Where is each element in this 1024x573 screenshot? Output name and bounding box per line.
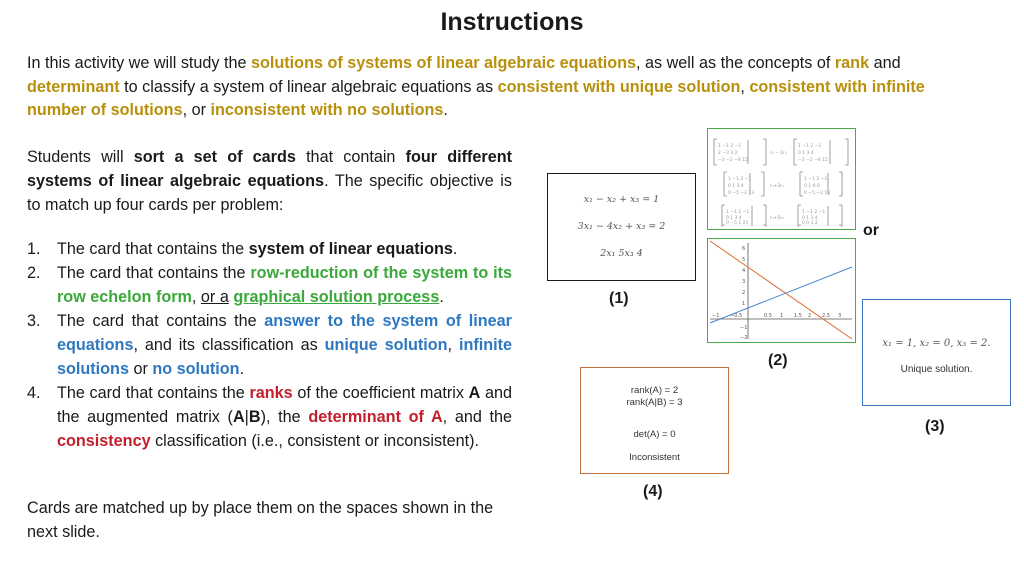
svg-text:1.5: 1.5 <box>794 313 802 319</box>
rank-a: rank(A) = 2 <box>630 385 679 396</box>
list-text: The card that contains the <box>57 264 251 282</box>
svg-text:0.5: 0.5 <box>764 313 772 319</box>
list-text: , <box>191 288 201 306</box>
svg-text:−1: −1 <box>712 313 720 319</box>
card-2-row-reduction[interactable] <box>707 128 856 230</box>
list-red: consistency <box>57 432 151 450</box>
intro-text: , as well as the concepts of <box>636 54 835 72</box>
svg-text:2: 2 <box>808 313 812 319</box>
list-text: of the coefficient matrix <box>292 384 469 402</box>
intro-text: . <box>443 101 448 119</box>
determinant: det(A) = 0 <box>633 429 676 440</box>
list-green: row-reduction of the system to its row echelon form <box>57 264 512 306</box>
svg-text:0 1 3 4: 0 1 3 4 <box>728 184 744 189</box>
card-2-graph[interactable] <box>707 238 856 343</box>
or-label: or <box>863 222 879 239</box>
students-text: that contain <box>295 148 406 166</box>
svg-text:4: 4 <box>742 268 746 274</box>
list-item <box>27 237 512 261</box>
list-bold: system of linear equations <box>248 240 453 258</box>
svg-text:3: 3 <box>742 279 746 285</box>
svg-text:3: 3 <box>838 313 842 319</box>
svg-text:0 −5 −2 13: 0 −5 −2 13 <box>804 191 831 196</box>
students-text: . The specific objective is to match up four cards per problem: <box>27 172 512 214</box>
svg-text:0 1 0 0: 0 1 0 0 <box>804 184 820 189</box>
svg-text:0 0 1 2: 0 0 1 2 <box>802 221 818 226</box>
svg-text:6: 6 <box>742 246 746 252</box>
intro-text: In this activity we will study the <box>27 54 252 72</box>
students-bold: sort a set of cards <box>133 148 296 166</box>
list-text: ), the <box>260 408 309 426</box>
list-text: or <box>128 360 153 378</box>
list-text: The card that contains the <box>57 384 250 402</box>
list-text: , <box>447 336 459 354</box>
svg-text:0 1 3 4: 0 1 3 4 <box>726 216 742 221</box>
intro-text: and <box>869 54 901 72</box>
list-text: . <box>439 288 444 306</box>
highlight-rank: rank <box>834 54 870 72</box>
equation-2: 3x₁ − 4x₂ + x₃ = 2 <box>577 221 666 232</box>
equation-3: 2x₁ 5x₃ 4 <box>600 248 643 259</box>
students-bold: four different systems of linear algebraic equations <box>27 148 512 190</box>
list-number: 1. <box>27 240 41 258</box>
list-text: The card that contains the <box>57 312 265 330</box>
rank-ab: rank(A|B) = 3 <box>626 397 683 408</box>
highlight-inconsistent: inconsistent with no solutions <box>210 101 444 119</box>
svg-text:r₂ − 2r₁: r₂ − 2r₁ <box>770 151 787 156</box>
list-blue: no solution <box>152 360 240 378</box>
list-blue: answer to the system of linear equations <box>57 312 512 354</box>
list-number: 2. <box>27 264 41 282</box>
svg-text:r₃+3r₁: r₃+3r₁ <box>770 184 784 189</box>
svg-text:−3 −2 −8 15: −3 −2 −8 15 <box>718 158 748 163</box>
svg-text:1 −1 2 −1: 1 −1 2 −1 <box>718 144 742 149</box>
card-1-label: (1) <box>609 290 629 307</box>
svg-text:1 −1 2 −1: 1 −1 2 −1 <box>802 210 826 215</box>
equation-1: x₁ − x₂ + x₃ = 1 <box>583 194 660 205</box>
svg-text:−3 −2 −8 15: −3 −2 −8 15 <box>798 158 828 163</box>
highlight-unique: consistent with unique solution <box>497 77 741 96</box>
list-blue: unique solution <box>324 336 448 354</box>
list-item <box>27 381 512 453</box>
svg-text:1 −1 2 −1: 1 −1 2 −1 <box>726 210 750 215</box>
list-text: . <box>452 240 458 258</box>
consistency: Inconsistent <box>629 452 680 463</box>
row-reduction-matrices <box>708 129 854 228</box>
svg-text:0 1 3 4: 0 1 3 4 <box>802 216 818 221</box>
list-text: , and its classification as <box>133 336 325 354</box>
list-bold: A <box>232 408 245 426</box>
red-line <box>710 241 852 339</box>
svg-text:0 −5 1 21: 0 −5 1 21 <box>726 221 749 226</box>
list-red: ranks <box>249 384 293 402</box>
students-paragraph <box>27 145 512 217</box>
classification-text: Unique solution. <box>900 364 973 375</box>
list-number: 3. <box>27 312 41 330</box>
list-blue: infinite solutions <box>57 336 513 378</box>
svg-text:1: 1 <box>780 313 784 319</box>
list-text: , and the <box>442 408 512 426</box>
card-3-answer[interactable] <box>862 299 1011 406</box>
card-list <box>27 237 512 453</box>
intro-text: , or <box>182 101 211 119</box>
svg-text:0 −5 −2 13: 0 −5 −2 13 <box>728 191 755 196</box>
intro-text: , <box>740 77 750 96</box>
closing-paragraph: Cards are matched up by place them on the spaces shown in the next slide. <box>27 499 494 541</box>
list-text: | <box>244 408 249 426</box>
list-bold: A <box>468 384 481 402</box>
list-item <box>27 261 512 309</box>
card-4-ranks[interactable] <box>580 367 729 474</box>
students-text: Students will <box>27 148 134 166</box>
svg-text:2 −3 3 2: 2 −3 3 2 <box>718 151 738 156</box>
svg-text:−2: −2 <box>740 335 748 341</box>
list-underline: or a <box>200 288 229 306</box>
highlight-solutions: solutions of systems of linear algebraic equations <box>251 54 637 72</box>
card-2-label: (2) <box>768 352 788 369</box>
page-title: Instructions <box>440 8 584 36</box>
svg-text:5: 5 <box>742 257 746 263</box>
svg-text:2: 2 <box>742 290 746 296</box>
svg-text:r₃+5r₂: r₃+5r₂ <box>770 216 784 221</box>
list-red: determinant of A <box>308 408 443 426</box>
graphical-solution <box>708 239 854 341</box>
list-bold: B <box>248 408 261 426</box>
intro-paragraph <box>27 52 972 123</box>
list-number: 4. <box>27 384 41 402</box>
svg-text:1 −1 2 −1: 1 −1 2 −1 <box>804 177 828 182</box>
svg-text:1: 1 <box>742 301 746 307</box>
highlight-infinite: consistent with infinite number of solutions <box>27 77 925 119</box>
card-4-label: (4) <box>643 483 663 500</box>
list-text: . <box>239 360 245 378</box>
list-text: classification (i.e., consistent or inconsistent). <box>150 432 479 450</box>
svg-text:1 −1 2 −1: 1 −1 2 −1 <box>728 177 752 182</box>
list-text: The card that contains the <box>57 240 249 258</box>
highlight-determinant: determinant <box>27 77 120 96</box>
answer-text: x₁ = 1, x₂ = 0, x₃ = 2. <box>882 338 991 349</box>
svg-text:−0.5: −0.5 <box>730 313 743 319</box>
list-item <box>27 309 512 381</box>
card-1-equations[interactable] <box>547 173 696 281</box>
svg-text:2.5: 2.5 <box>822 313 830 319</box>
list-text: and the augmented matrix ( <box>57 384 512 426</box>
card-3-label: (3) <box>925 418 945 435</box>
intro-text: to classify a system of linear algebraic equations as <box>119 77 498 96</box>
list-green: graphical solution process <box>233 288 440 306</box>
svg-text:1 −1 2 −1: 1 −1 2 −1 <box>798 144 822 149</box>
svg-text:0 1 3 4: 0 1 3 4 <box>798 151 814 156</box>
svg-text:−1: −1 <box>740 325 748 331</box>
